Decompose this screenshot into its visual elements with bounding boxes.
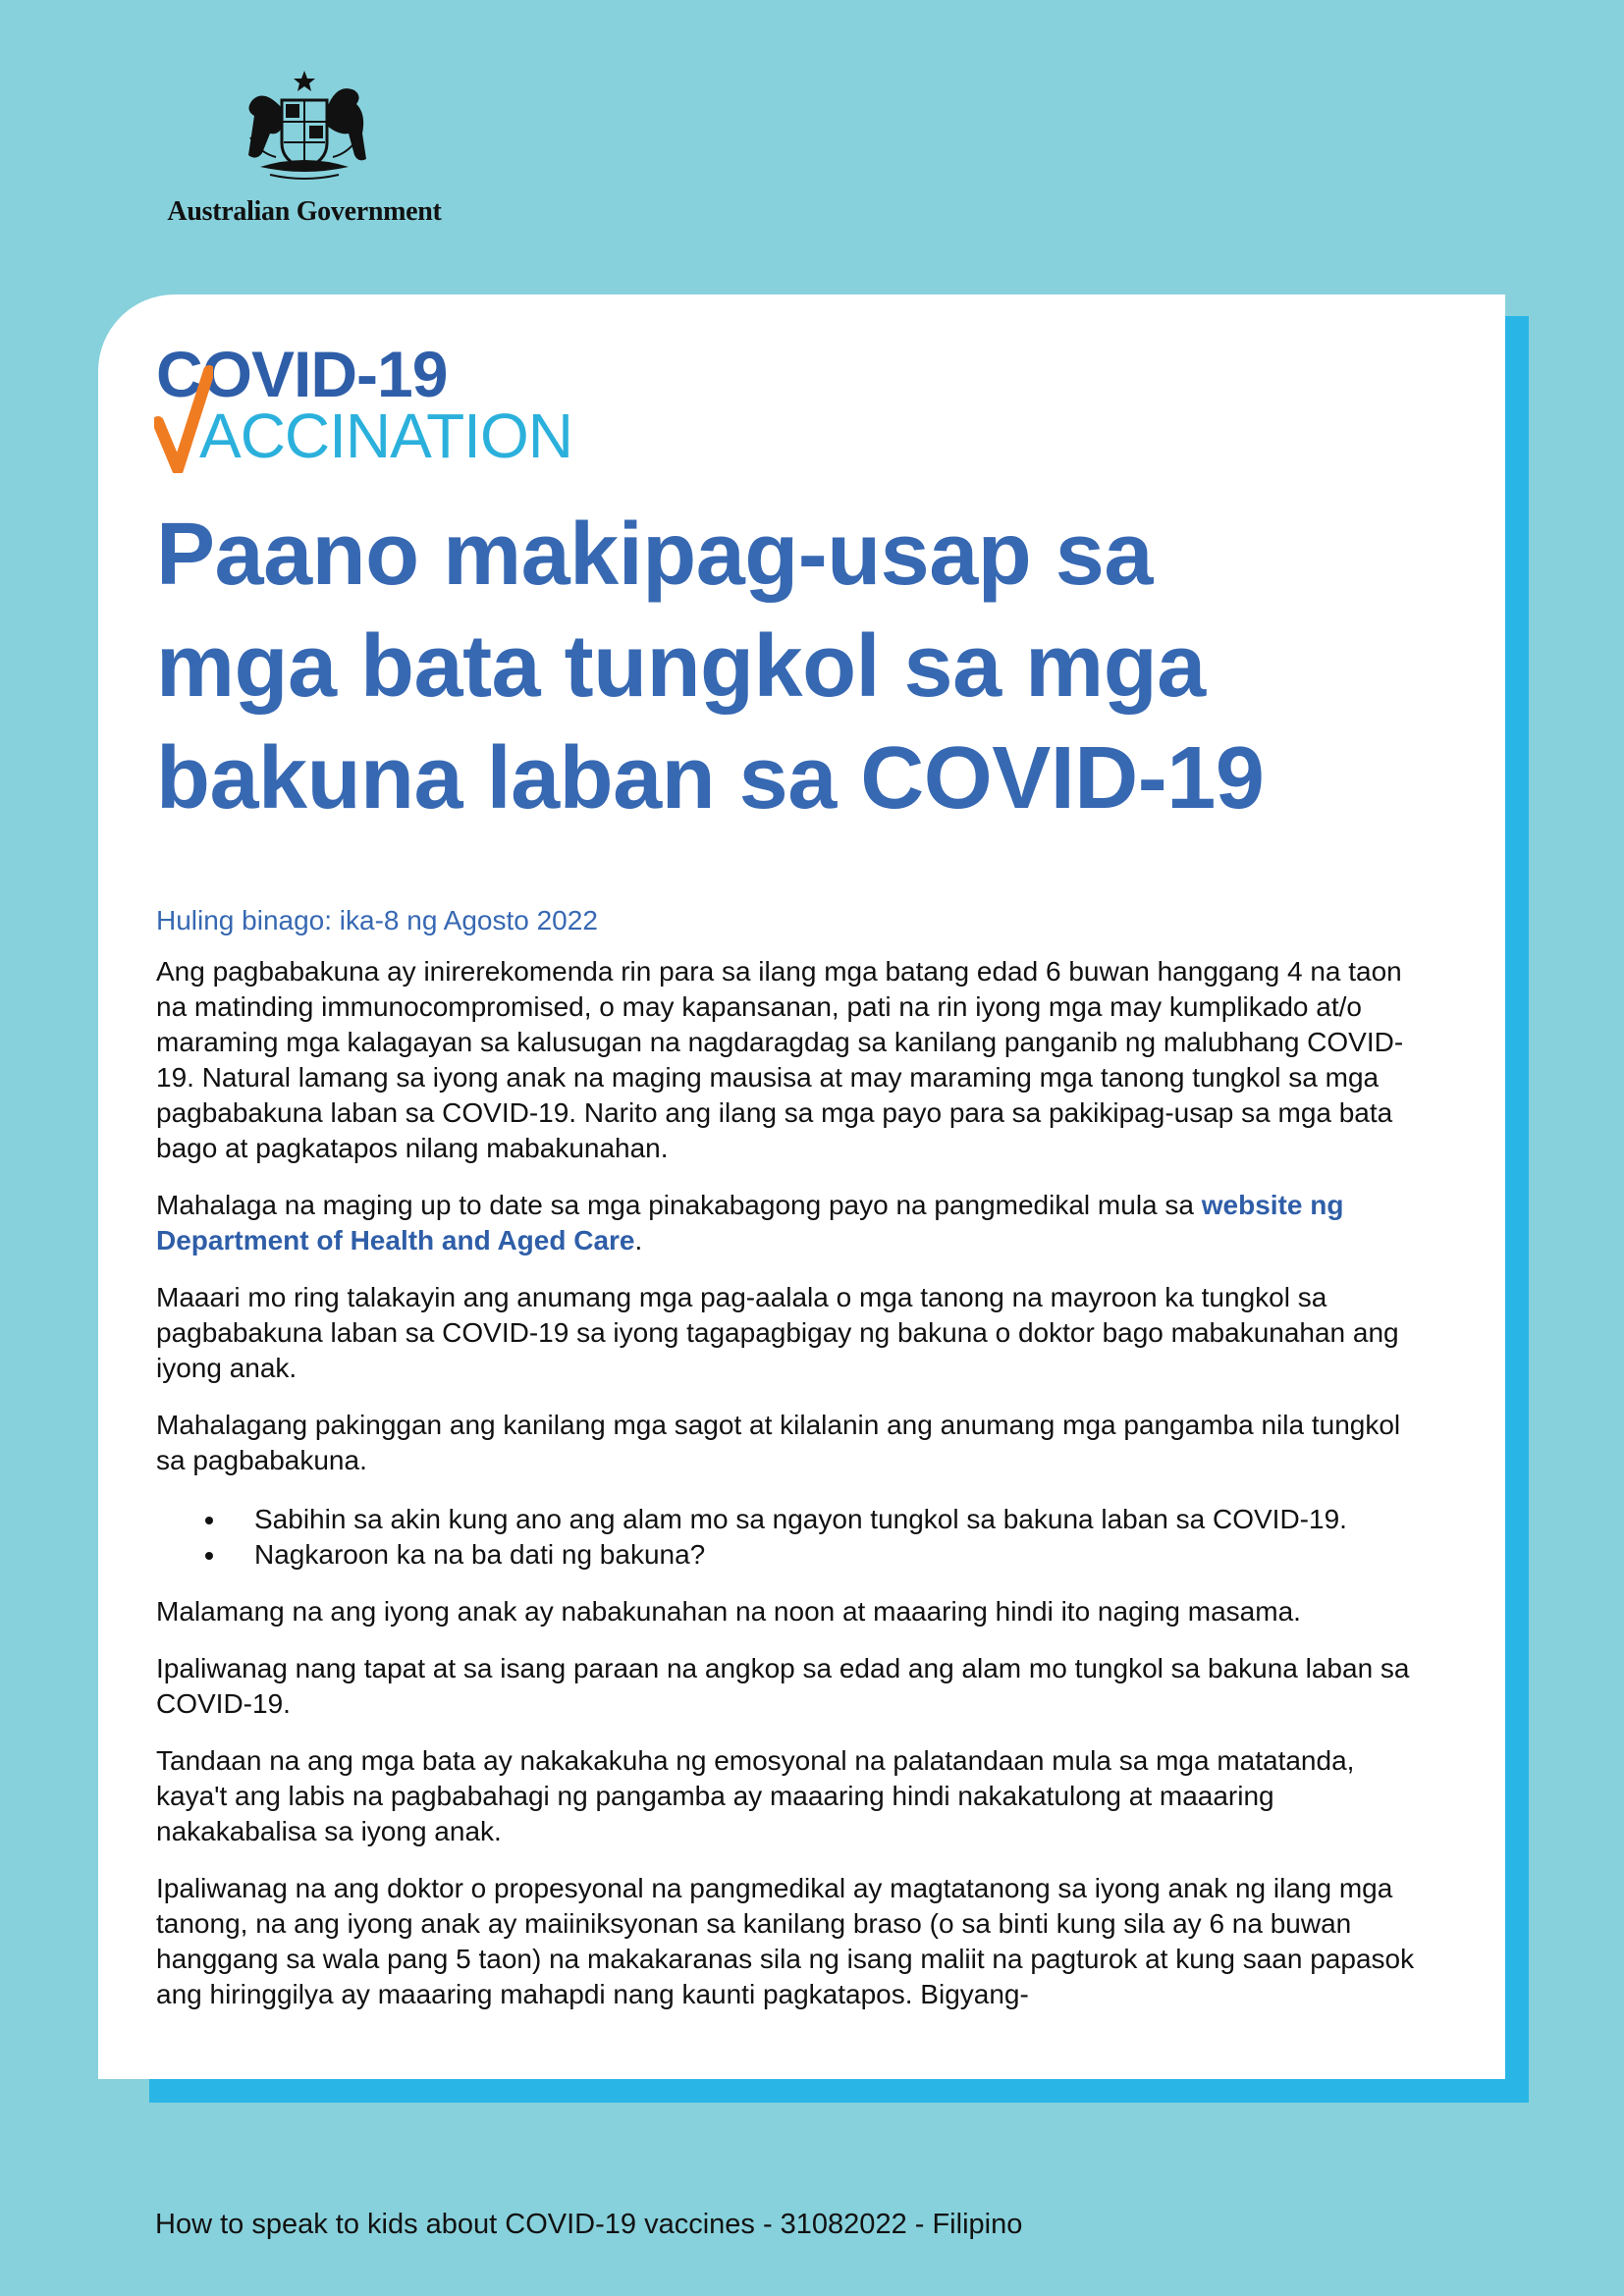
title-line3: bakuna laban sa COVID-19 — [156, 729, 1265, 828]
brand-line1: COVID-19 — [156, 338, 448, 410]
check-tick-icon — [154, 365, 213, 473]
last-updated: Huling binago: ika-8 ng Agosto 2022 — [156, 905, 598, 935]
covid-vaccination-logo — [156, 338, 1433, 471]
paragraph-intro: Ang pagbabakuna ay inirerekomenda rin para sa ilang mga batang edad 6 buwan hanggang 4 na taon na matinding immunocompromised, o may kapansanan, pati na rin iyong mga may kumplikado at/o maraming mga kalagayan sa kalusugan na nagdaragdag sa kanilang panganib ng malubhang COVID-19. Natural lamang sa iyong anak na maging mausisa at may maraming mga tanong tungkol sa mga pagbabakuna laban sa COVID-19. Narito ang ilang sa mga payo para sa pakikipag-usap sa mga bata bago at pagkatapos nilang mabakunahan. — [156, 956, 1404, 1163]
brand-line2 — [156, 400, 572, 471]
paragraph-advice-text: Mahalaga na maging up to date sa mga pinakabagong payo na pangmedikal mula sa — [156, 1190, 1202, 1220]
paragraph-advice — [156, 1188, 1433, 1258]
page-title — [156, 499, 1433, 834]
list-item — [156, 1537, 1433, 1573]
title-line1: Paano makipag-usap sa — [156, 506, 1153, 604]
title-line2: mga bata tungkol sa mga — [156, 617, 1206, 716]
bullet-icon — [205, 1517, 213, 1524]
card-content — [156, 338, 1433, 2012]
question-list — [156, 1502, 1433, 1573]
government-logo — [147, 69, 461, 228]
paragraph-previous-vaccine: Malamang na ang iyong anak ay nabakunahan na noon at maaaring hindi ito naging masama. — [156, 1596, 1301, 1627]
paragraph-advice-end: . — [634, 1225, 643, 1255]
list-item-text: Nagkaroon ka na ba dati ng bakuna? — [254, 1539, 706, 1570]
body-text — [156, 954, 1433, 2012]
bullet-icon — [205, 1552, 213, 1560]
paragraph-discuss: Maaari mo ring talakayin ang anumang mga pag-aalala o mga tanong na mayroon ka tungkol sa pagbabakuna laban sa COVID-19 sa iyong tagapagbigay ng bakuna o doktor bago mabakunahan ang iyong anak. — [156, 1282, 1399, 1383]
coat-of-arms-icon — [221, 69, 388, 187]
paragraph-listen: Mahalagang pakinggan ang kanilang mga sagot at kilalanin ang anumang mga pangamba nila tungkol sa pagbabakuna. — [156, 1410, 1401, 1475]
paragraph-emotional-cues: Tandaan na ang mga bata ay nakakakuha ng emosyonal na palatandaan mula sa mga matatanda, kaya't ang labis na pagbabahagi ng pangamba ay maaaring hindi nakakatulong at maaaring nakakabalisa sa iyong anak. — [156, 1745, 1355, 1846]
government-name: Australian Government — [167, 196, 442, 227]
brand-line2-text: ACCINATION — [199, 400, 572, 471]
list-item-text: Sabihin sa akin kung ano ang alam mo sa ngayon tungkol sa bakuna laban sa COVID-19. — [254, 1504, 1347, 1534]
page-footer: How to speak to kids about COVID-19 vaccines - 31082022 - Filipino — [155, 2209, 1023, 2240]
paragraph-explain: Ipaliwanag nang tapat at sa isang paraan na angkop sa edad ang alam mo tungkol sa bakuna laban sa COVID-19. — [156, 1653, 1410, 1719]
list-item — [156, 1502, 1433, 1537]
health-department-link[interactable]: website ng Department of Health and Aged Care — [156, 1190, 1344, 1255]
paragraph-procedure: Ipaliwanag na ang doktor o propesyonal na pangmedikal ay magtatanong sa iyong anak ng ilang mga tanong, na ang iyong anak ay maiiniksyonan sa kanilang braso (o sa binti kung sila ay 6 na buwan hanggang sa wala pang 5 taon) na makakaranas sila ng isang maliit na pagturok at kung saan papasok ang hiringgilya ay maaaring mahapdi nang kaunti pagkatapos. Bigyang- — [156, 1873, 1415, 2009]
content-card — [98, 294, 1505, 2079]
